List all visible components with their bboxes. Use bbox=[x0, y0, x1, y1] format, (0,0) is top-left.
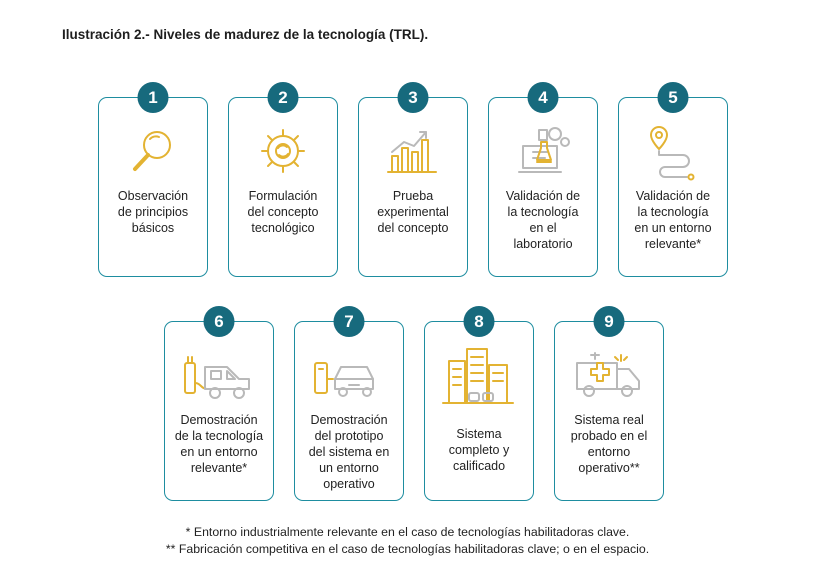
level-number: 5 bbox=[658, 82, 689, 113]
trl-card-8 bbox=[424, 312, 534, 501]
trl-card-7 bbox=[294, 312, 404, 501]
figure-title: Ilustración 2.- Niveles de madurez de la tecnología (TRL). bbox=[62, 27, 429, 42]
ev-charging-van-icon bbox=[165, 342, 273, 408]
trl-card-9 bbox=[554, 312, 664, 501]
level-label: Demostración del prototipo del sistema en un entorno operativo bbox=[308, 413, 390, 491]
trl-card-4 bbox=[488, 88, 598, 277]
trl-card-6 bbox=[164, 312, 274, 501]
gear-cycle-icon bbox=[229, 118, 337, 184]
trl-card-2 bbox=[228, 88, 338, 277]
ev-charging-car-icon bbox=[295, 342, 403, 408]
level-label: Prueba experimental del concepto bbox=[377, 189, 449, 235]
level-number: 2 bbox=[268, 82, 299, 113]
bar-chart-icon bbox=[359, 118, 467, 184]
lab-computer-icon bbox=[489, 118, 597, 184]
level-label: Demostración de la tecnología en un entorno relevante* bbox=[174, 413, 264, 475]
level-number: 7 bbox=[334, 306, 365, 337]
city-buildings-icon bbox=[425, 342, 533, 408]
level-number: 6 bbox=[204, 306, 235, 337]
level-number: 8 bbox=[464, 306, 495, 337]
level-number: 3 bbox=[398, 82, 429, 113]
level-label: Sistema real probado en el entorno operativo** bbox=[570, 413, 648, 475]
trl-card-3 bbox=[358, 88, 468, 277]
level-label: Formulación del concepto tecnológico bbox=[247, 189, 319, 235]
level-label: Validación de la tecnología en el laboratorio bbox=[505, 189, 581, 251]
trl-card-5 bbox=[618, 88, 728, 277]
level-number: 4 bbox=[528, 82, 559, 113]
level-label: Observación de principios básicos bbox=[117, 189, 189, 235]
footnote-2: ** Fabricación competitiva en el caso de tecnologías habilitadoras clave; o en el espacio. bbox=[165, 542, 650, 556]
level-label: Sistema completo y calificado bbox=[448, 427, 510, 473]
footnote-1: * Entorno industrialmente relevante en el caso de tecnologías habilitadoras clave. bbox=[185, 525, 630, 539]
magnifier-icon bbox=[99, 118, 207, 184]
trl-card-1 bbox=[98, 88, 208, 277]
level-label: Validación de la tecnología en un entorno relevante* bbox=[634, 189, 712, 251]
level-number: 1 bbox=[138, 82, 169, 113]
level-number: 9 bbox=[594, 306, 625, 337]
route-pin-icon bbox=[619, 118, 727, 184]
ambulance-icon bbox=[555, 342, 663, 408]
